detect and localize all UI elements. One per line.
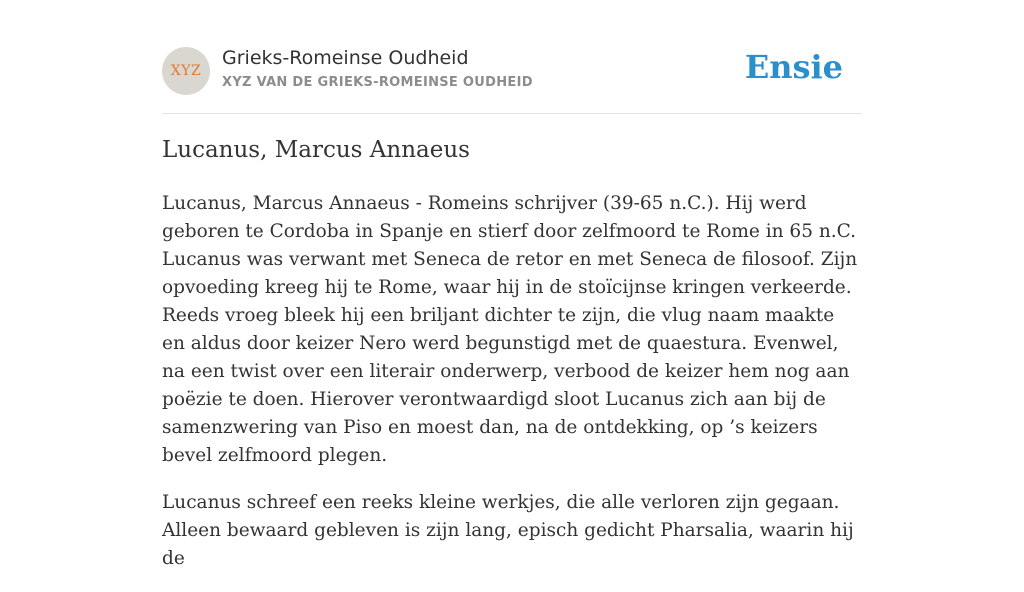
article-paragraph: Lucanus, Marcus Annaeus - Romeins schrijver (39-65 n.C.). Hij werd geboren te Cordoba in Spanje en stierf door zelfmoord te Rome in 65 n.C. Lucanus was verwant met Seneca de retor en met Seneca de filosoof. Zijn opvoeding kreeg hij te Rome, waar hij in de stoïcijnse kringen verkeerde. Reeds vroeg bleek hij een briljant dichter te zijn, die vlug naam maakte en aldus door keizer Nero werd begunstigd met de quaestura. Evenwel, na een twist over een literair onderwerp, verbood de keizer hem nog aan poëzie te doen. Hierover verontwaardigd sloot Lucanus zich aan bij de samenzwering van Piso en moest dan, na de ontdekking, op ’s keizers bevel zelfmoord plegen.	[162, 193, 858, 466]
ensie-logo[interactable]: Ensie	[744, 48, 843, 86]
article-body	[162, 190, 862, 592]
article-paragraph: Lucanus schreef een reeks kleine werkjes, die alle verloren zijn gegaan. Alleen bewaard gebleven is zijn lang, episch gedicht Pharsalia, waarin hij de	[162, 492, 854, 569]
source-avatar[interactable]: XYZ	[162, 47, 210, 95]
source-subtitle: XYZ VAN DE GRIEKS-ROMEINSE OUDHEID	[222, 75, 533, 90]
header-divider	[162, 113, 862, 114]
source-header	[162, 46, 862, 96]
article-title: Lucanus, Marcus Annaeus	[162, 137, 470, 163]
source-title[interactable]: Grieks-Romeinse Oudheid	[222, 47, 469, 69]
